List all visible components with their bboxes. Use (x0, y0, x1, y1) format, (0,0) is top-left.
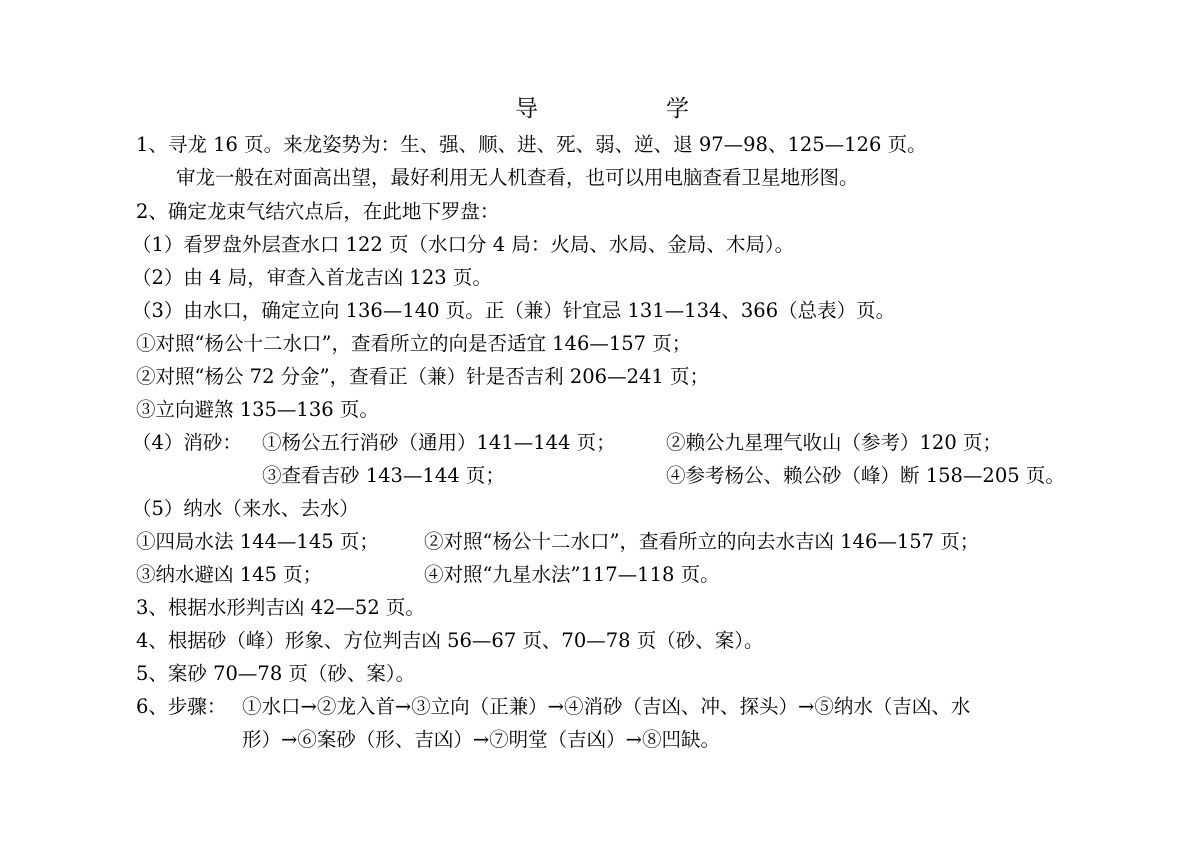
item-2-sub-1: （1）看罗盘外层查水口 122 页（水口分 4 局：火局、水局、金局、木局）。 (132, 233, 795, 256)
sub-5-point-4: ④对照“九星水法”117—118 页。 (424, 563, 720, 586)
sub-4-point-2: ②赖公九星理气收山（参考）120 页； (666, 431, 1002, 454)
item-2-sub-5: （5）纳水（来水、去水） (132, 497, 359, 520)
sub-4-point-1: ①杨公五行消砂（通用）141—144 页； (262, 431, 616, 454)
item-3-line: 3、根据水形判吉凶 42—52 页。 (136, 596, 425, 619)
item-6-label: 6、步骤： (136, 695, 227, 718)
page-title (0, 92, 1204, 126)
title-char-2: 学 (666, 96, 689, 122)
sub-5-point-3: ③纳水避凶 145 页； (136, 563, 323, 586)
title-char-1: 导 (515, 96, 538, 122)
item-4-line: 4、根据砂（峰）形象、方位判吉凶 56—67 页、70—78 页（砂、案）。 (136, 629, 764, 652)
item-2-sub-3: （3）由水口，确定立向 136—140 页。正（兼）针宜忌 131—134、366（总表）页。 (132, 299, 896, 322)
sub-3-point-1: ①对照“杨公十二水口”，查看所立的向是否适宜 146—157 页； (136, 332, 692, 355)
sub-3-point-2: ②对照“杨公 72 分金”，查看正（兼）针是否吉利 206—241 页； (136, 365, 709, 388)
sub-3-point-3: ③立向避煞 135—136 页。 (136, 398, 379, 421)
item-2-line: 2、确定龙束气结穴点后，在此地下罗盘： (136, 200, 500, 223)
item-2-sub-2: （2）由 4 局，审查入首龙吉凶 123 页。 (132, 266, 492, 289)
sub-5-point-2: ②对照“杨公十二水口”，查看所立的向去水吉凶 146—157 页； (424, 530, 980, 553)
item-6-steps-1: ①水口→②龙入首→③立向（正兼）→④消砂（吉凶、冲、探头）→⑤纳水（吉凶、水 (242, 695, 971, 718)
item-6-steps-2: 形）→⑥案砂（形、吉凶）→⑦明堂（吉凶）→⑧凹缺。 (242, 728, 721, 751)
item-5-line: 5、案砂 70—78 页（砂、案）。 (136, 662, 416, 685)
sub-4-point-4: ④参考杨公、赖公砂（峰）断 158—205 页。 (666, 464, 1065, 487)
sub-5-point-1: ①四局水法 144—145 页； (136, 530, 379, 553)
item-2-sub-4-label: （4）消砂： (132, 431, 242, 454)
sub-4-point-3: ③查看吉砂 143—144 页； (262, 464, 505, 487)
item-1-line: 1、寻龙 16 页。来龙姿势为：生、强、顺、进、死、弱、逆、退 97—98、125—126 页。 (136, 133, 927, 156)
item-1-note: 审龙一般在对面高出望，最好利用无人机查看，也可以用电脑查看卫星地形图。 (176, 166, 859, 189)
